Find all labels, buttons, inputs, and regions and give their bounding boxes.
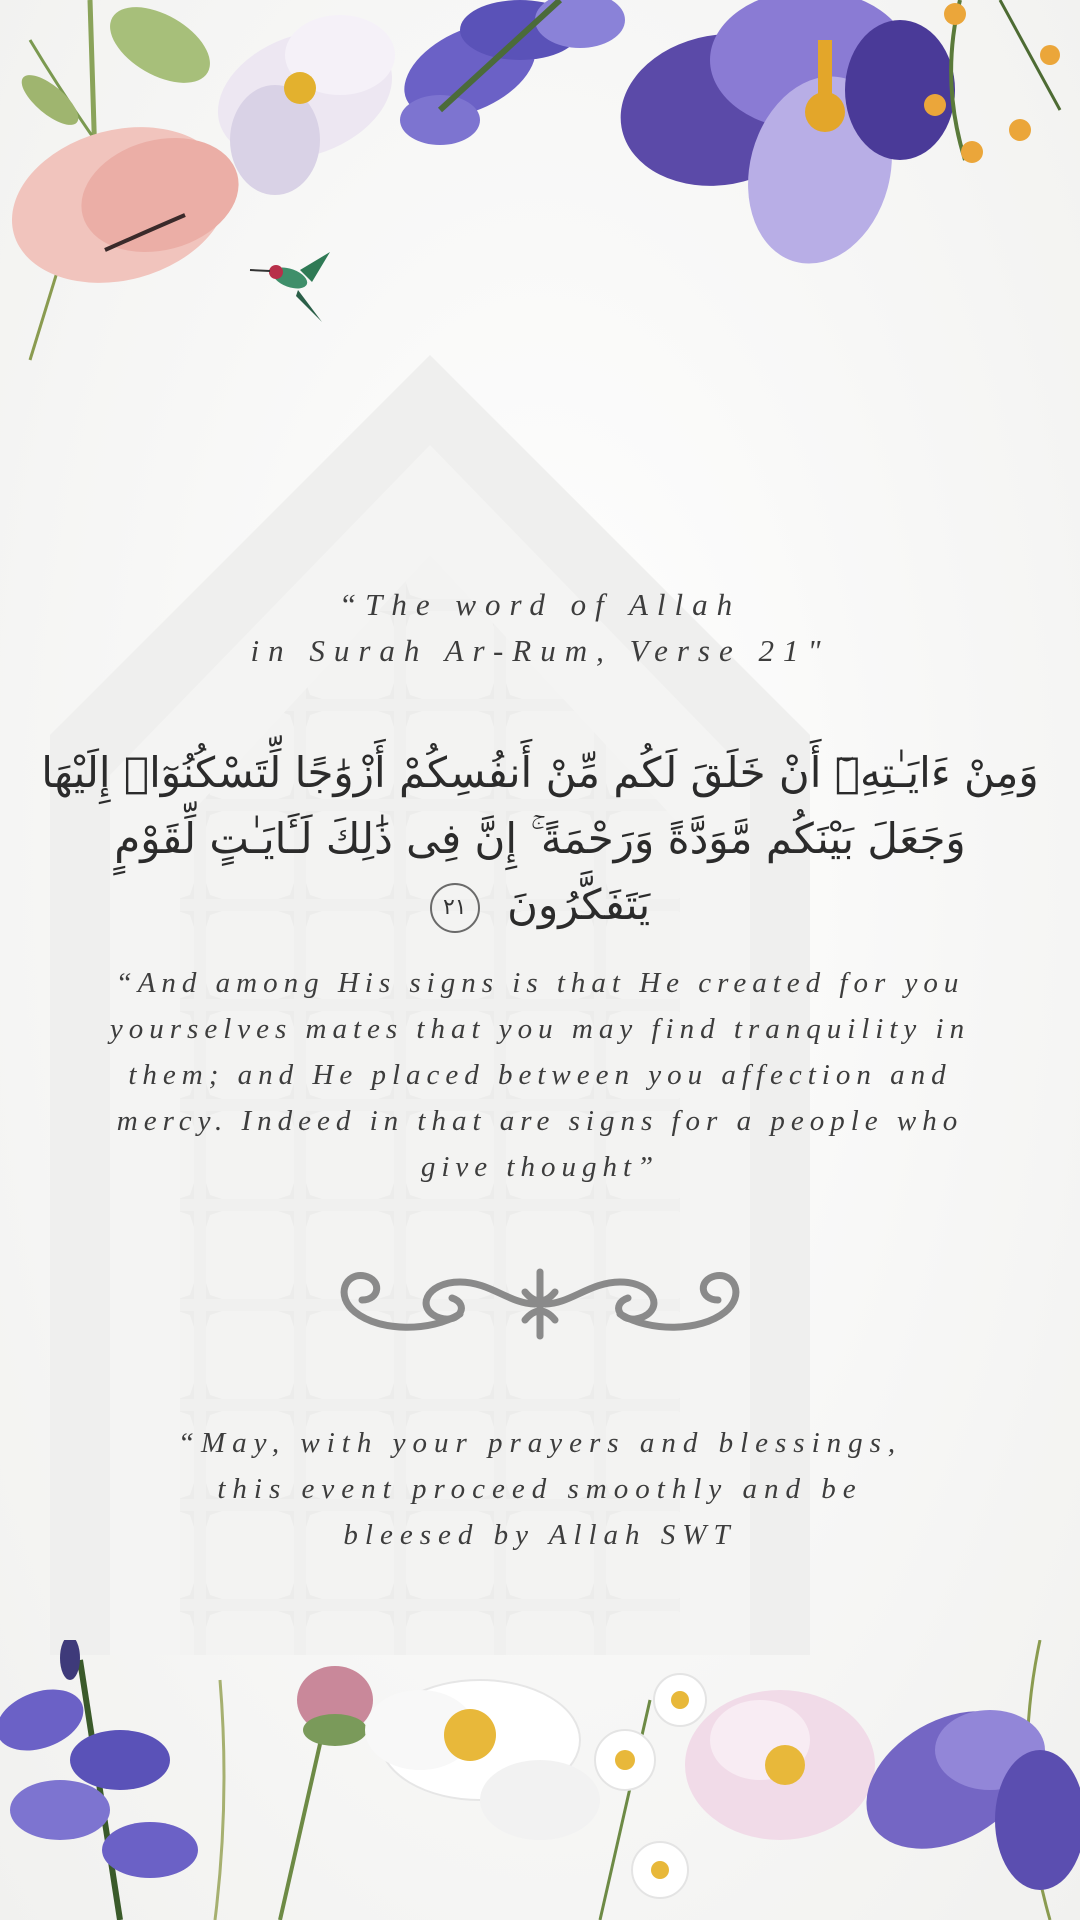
arabic-line-2-text: وَجَعَلَ بَيْنَكُم مَّوَدَّةً وَرَحْمَةً ۚ إِنَّ فِى ذَٰلِكَ لَـَٔايَـٰتٍ لِّقَوْمٍ يَتَفَكَّرُونَ [114, 814, 966, 929]
prayer-text [60, 1420, 1020, 1558]
arabic-line-2 [40, 806, 1040, 938]
floral-top-decoration [0, 0, 1080, 380]
intro-line-2: in Surah Ar-Rum, Verse 21" [250, 633, 830, 668]
verse-translation: “And among His signs is that He created for you yourselves mates that you may find tranquility in them; and He placed between you affection and mercy. Indeed in that are signs for a people who give thought” [109, 967, 971, 1183]
intro-line-1: “The word of Allah [338, 587, 742, 622]
arabic-verse [40, 740, 1040, 938]
prayer-line-3: bleesed by Allah SWT [343, 1519, 737, 1551]
arabic-line-1: وَمِنْ ءَايَـٰتِهِۦٓ أَنْ خَلَقَ لَكُم مِّنْ أَنفُسِكُمْ أَزْوَٰجًا لِّتَسْكُنُوٓا۟ إِلَيْهَا [41, 748, 1039, 797]
hummingbird-icon [250, 252, 330, 322]
verse-number-medallion: ٢١ [430, 883, 480, 933]
prayer-line-1: “May, with your prayers and blessings, [177, 1427, 903, 1459]
ornament-divider-icon [320, 1262, 760, 1346]
floral-bottom-decoration [0, 1640, 1080, 1920]
intro-text [60, 582, 1020, 674]
prayer-line-2: this event proceed smoothly and be [217, 1473, 863, 1505]
